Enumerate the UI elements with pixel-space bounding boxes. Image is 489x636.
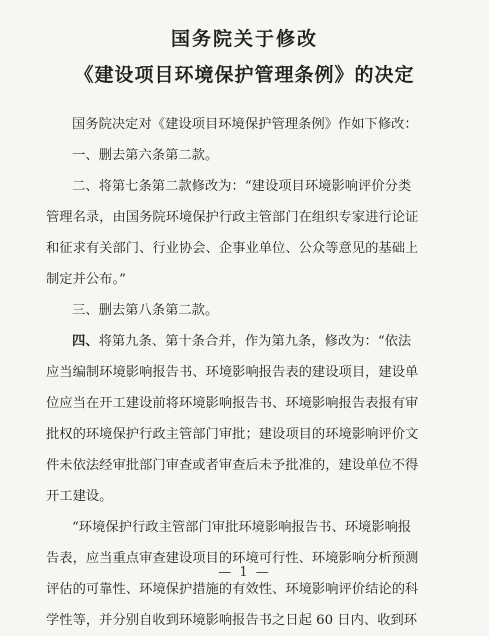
document-title-line-2: 《建设项目环境保护管理条例》的决定	[74, 64, 415, 86]
item-4-line-3: 位应当在开工建设前将环境影响报告书、环境影响报告表报有审	[46, 396, 419, 411]
document-title-line-1: 国务院关于修改	[170, 28, 318, 50]
paragraph-line-1: “环境保护行政主管部门审批环境影响报告书、环境影响报	[72, 520, 412, 535]
item-3-number: 三、	[72, 303, 99, 318]
item-1-number: 一、	[72, 148, 99, 163]
paragraph-line-2: 告表，应当重点审查建设项目的环境可行性、环境影响分析预测	[46, 551, 419, 566]
item-4-line-6: 开工建设。	[46, 489, 113, 504]
item-2-line-3: 和征求有关部门、行业协会、企事业单位、公众等意见的基础上	[46, 241, 419, 256]
item-1-text: 删去第六条第二款。	[98, 148, 219, 163]
intro-line: 国务院决定对《建设项目环境保护管理条例》作如下修改：	[72, 117, 418, 132]
item-4-line-5: 件未依法经审批部门审查或者审查后未予批准的，建设单位不得	[46, 458, 419, 473]
item-2-line-4: 制定并公布。”	[46, 272, 126, 287]
paragraph-line-3: 评估的可靠性、环境保护措施的有效性、环境影响评价结论的科	[46, 582, 419, 597]
item-2-line-2: 管理名录，由国务院环境保护行政主管部门在组织专家进行论证	[46, 210, 419, 225]
item-4-text: 将第九条、第十条合并，作为第九条，修改为：“依法	[98, 334, 412, 349]
paragraph-line-4: 学性等，并分别自收到环境影响报告书之日起 60 日内、收到环	[46, 613, 418, 628]
item-4-number: 四、	[72, 334, 99, 349]
item-2-line-1	[46, 171, 446, 202]
item-1-line-1	[46, 140, 446, 171]
item-4-line-4: 批权的环境保护行政主管部门审批；建设项目的环境影响评价文	[46, 427, 419, 442]
item-3-line-1	[46, 295, 446, 326]
document-body	[46, 109, 446, 636]
item-3-text: 删去第八条第二款。	[98, 303, 219, 318]
item-4-line-1	[46, 326, 446, 357]
item-4-line-2: 应当编制环境影响报告书、环境影响报告表的建设项目，建设单	[46, 365, 419, 380]
item-2-text: 将第七条第二款修改为：“建设项目环境影响评价分类	[98, 179, 412, 194]
page-number: — 1 —	[218, 565, 271, 580]
item-2-number: 二、	[72, 179, 99, 194]
